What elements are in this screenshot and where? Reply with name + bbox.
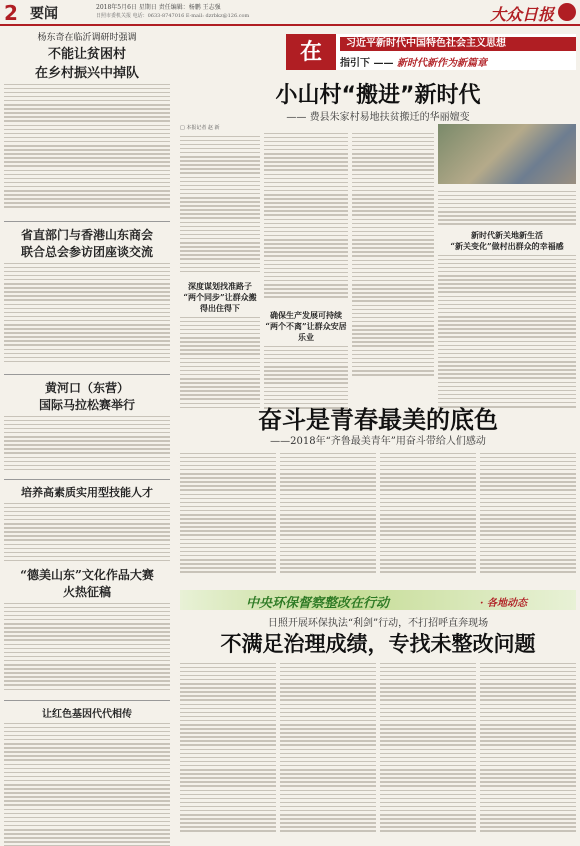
article5-body <box>4 600 170 696</box>
article3-title-line2: 国际马拉松赛举行 <box>38 398 135 412</box>
story3-title: 不满足治理成绩，专找未整改问题 <box>220 632 536 656</box>
article1-title-line1: 不能让贫困村 <box>47 47 126 62</box>
story1-title: 小山村“搬进”新时代 <box>275 83 481 108</box>
newspaper-logo: 大众日报 <box>489 5 554 24</box>
page-number: 2 <box>4 1 18 25</box>
green-banner-title: 中央环保督察整改在行动 <box>246 596 390 611</box>
article5-title-line1: “德美山东”文化作品大赛 <box>20 568 154 582</box>
story2-subtitle: ——2018年“齐鲁最美青年”用奋斗带给人们感动 <box>270 436 486 447</box>
green-banner <box>180 590 576 610</box>
theme-banner <box>286 34 576 70</box>
story1-col3 <box>352 130 434 392</box>
story3-col2 <box>280 660 376 844</box>
article2-title-line1: 省直部门与香港山东商会 <box>20 228 153 242</box>
story3-col3 <box>380 660 476 844</box>
story1-subhead-b2: “两个不离”让群众安居乐业 <box>265 321 347 342</box>
banner-char: 在 <box>286 34 336 70</box>
masthead-meta-1: 2018年5月6日 星期日 责任编辑：杨鹏 王志强 <box>96 4 221 11</box>
story2-title: 奋斗是青春最美的底色 <box>258 406 498 434</box>
story1-subtitle: —— 费县朱家村易地扶贫搬迁的华丽嬗变 <box>286 112 470 123</box>
article1-kicker: 杨东奇在临沂调研时强调 <box>37 33 137 43</box>
masthead <box>0 0 580 26</box>
left-column <box>4 30 170 846</box>
article1-body <box>4 81 170 217</box>
article4-title: 培养高素质实用型技能人才 <box>21 486 153 499</box>
story1-subhead-a2: “两个同步”让群众搬得出住得下 <box>183 292 257 313</box>
section-name: 要闻 <box>30 6 58 22</box>
story2-col2 <box>280 450 376 582</box>
article4-body <box>4 500 170 566</box>
story1-byline: □ 本报记者 赵 新 <box>180 125 220 131</box>
article5-title-line2: 火热征稿 <box>62 585 111 599</box>
banner-top-text: 习近平新时代中国特色社会主义思想 <box>340 37 576 51</box>
article3-title-line1: 黄河口（东营） <box>44 381 129 395</box>
article3-body <box>4 413 170 475</box>
banner-slogan: 新时代新作为新篇章 <box>396 58 487 69</box>
article6-body <box>4 720 170 846</box>
logo-emblem-icon <box>558 3 576 21</box>
story2-col1 <box>180 450 276 582</box>
story1-subhead-c: 新时代新关地新生活 <box>471 230 543 240</box>
story1-photo <box>438 124 576 184</box>
banner-bottom: 指引下 —— 新时代新作为新篇章 <box>340 58 487 69</box>
article2-body <box>4 260 170 370</box>
story1-col4 <box>438 188 576 420</box>
masthead-meta-2: 日照市委机关报 电话：0633-8747016 E-mail: dzrbkz@126.com <box>96 13 250 19</box>
story1-col1 <box>180 124 260 414</box>
story3-col1 <box>180 660 276 844</box>
story2-col4 <box>480 450 576 582</box>
green-banner-slogan: · 各地动态 <box>480 598 527 609</box>
article2-title-line2: 联合总会参访团座谈交流 <box>20 245 153 259</box>
article6-title: 让红色基因代代相传 <box>42 709 132 720</box>
story3-col4 <box>480 660 576 844</box>
story1-subhead-b: 确保生产发展可持续 <box>270 310 342 320</box>
story1-col2 <box>264 130 348 413</box>
article1-title-line2: 在乡村振兴中掉队 <box>34 66 139 81</box>
story3-subtitle: 日照开展环保执法“利剑”行动，不打招呼直奔现场 <box>267 618 489 629</box>
story1-subhead-c2: “新关变化”做村出群众的幸福感 <box>450 241 564 251</box>
story2-col3 <box>380 450 476 582</box>
story1-subhead-a: 深度谋划找准路子 <box>188 281 252 291</box>
